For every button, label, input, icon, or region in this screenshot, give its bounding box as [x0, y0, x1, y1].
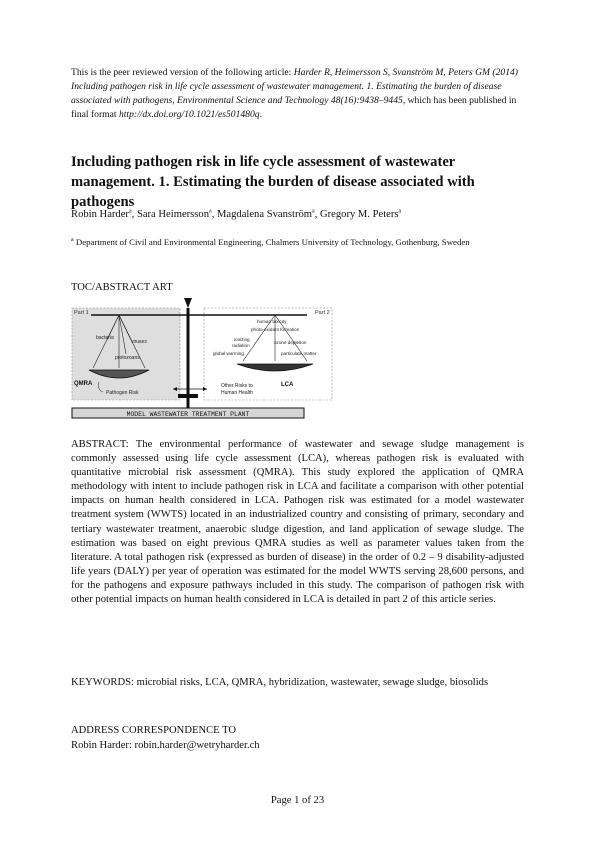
ionizing-label: ionizing	[234, 337, 250, 342]
notice-end: .	[259, 109, 262, 120]
doi-link[interactable]: http://dx.doi.org/10.1021/es501480q	[118, 109, 260, 120]
global-warming-label: global warming	[213, 351, 244, 356]
author-name: Sara Heimersson	[136, 209, 210, 220]
author-name: Magdalena Svanström	[216, 209, 313, 220]
ozone-depletion-label: ozone depletion	[274, 340, 307, 345]
other-risks-label: Other Risks to	[221, 383, 253, 389]
radiation-label: radiation	[232, 343, 250, 348]
pathogen-risk-label: Pathogen Risk	[106, 390, 139, 396]
human-toxicity-label: human toxicity	[257, 319, 287, 324]
photo-oxidant-label: photo-oxidant formation	[251, 327, 300, 332]
page-number: Page 1 of 23	[270, 795, 325, 806]
correspondence	[71, 724, 524, 753]
scale-base	[178, 394, 198, 398]
correspondence-contact: Robin Harder: robin.harder@wetryharder.ch	[71, 739, 260, 751]
affiliation-mark: a	[71, 237, 74, 244]
affiliation	[71, 236, 524, 249]
notice-citation: Harder R, Heimersson S, Svanström M, Peters GM (2014) Including pathogen risk in life cycle assessment of wastewater management. 1. Estimating the burden of disease associated with pathogens, Environmental Science and Technology 48(16):9438–9445	[71, 67, 518, 106]
viruses-label: viruses	[131, 339, 147, 345]
particulate-matter-label: particulate matter	[281, 351, 317, 356]
abstract: ABSTRACT: The environmental performance of wastewater and sewage sludge management is commonly assessed using life cycle assessment (LCA), whereas pathogen risk is evaluated with quantitative microbial risk assessment (QMRA). This study explored the application of QMRA methodology with intent to include pathogen risk in LCA and facilitate a comparison with other potential impacts on human health considered in LCA. Pathogen risk was estimated for a model wastewater treatment system (WWTS) located in an industrialized country and consisting of primary, secondary and tertiary wastewater treatment, anaerobic sludge digestion, and land application of sewage sludge. The estimation was based on eight previous QMRA studies as well as parameter values taken from the literature. A total pathogen risk (expressed as burden of disease) in the order of 0.2 – 9 disability-adjusted life years (DALY) per year of operation was estimated for the model WWTS serving 28,600 persons, and for the pathogens and exposure pathways included in this study. The comparison of pathogen risk with other potential impacts on human health considered in LCA is detailed in part 2 of this article series.	[71, 439, 524, 606]
toc-heading: TOC/ABSTRACT ART	[71, 282, 173, 293]
peer-review-notice	[71, 66, 524, 122]
correspondence-heading: ADDRESS CORRESPONDENCE TO	[71, 725, 237, 736]
toc-figure	[71, 296, 333, 420]
paper-title: Including pathogen risk in life cycle assessment of wastewater management. 1. Estimating the burden of disease associated with pathogens	[71, 154, 475, 210]
author-list: Robin Harder$^a$, Sara Heimersson$^a$, Magdalena Svanström$^a$, Gregory M. Peters$^a$	[71, 208, 402, 220]
notice-middle: , which has been published in final format	[71, 95, 517, 120]
qmra-label: QMRA	[74, 381, 93, 387]
protozoans-label: protozoans	[115, 355, 140, 361]
scale-pointer	[184, 298, 192, 308]
affiliation-text: Department of Civil and Environmental Engineering, Chalmers University of Technology, Gothenburg, Sweden	[75, 237, 470, 247]
author-name: Gregory M. Peters	[319, 209, 399, 220]
author-affil-mark: a	[398, 208, 402, 215]
author-affil-mark: a	[209, 208, 212, 215]
author-affil-mark: a	[312, 208, 315, 215]
lca-label: LCA	[281, 382, 294, 388]
part2-label: Part 2	[315, 310, 330, 316]
author-name: Robin Harder	[71, 209, 129, 220]
part1-label: Part 1	[74, 310, 89, 316]
notice-prefix: This is the peer reviewed version of the following article:	[71, 67, 294, 78]
bacteria-label: bacteria	[96, 335, 114, 341]
author-affil-mark: a	[128, 208, 132, 215]
human-health-label: Human Health	[221, 390, 253, 396]
plant-label: MODEL WASTEWATER TREATMENT PLANT	[126, 411, 250, 418]
keywords: KEYWORDS: microbial risks, LCA, QMRA, hybridization, wastewater, sewage sludge, biosolids	[71, 677, 489, 688]
